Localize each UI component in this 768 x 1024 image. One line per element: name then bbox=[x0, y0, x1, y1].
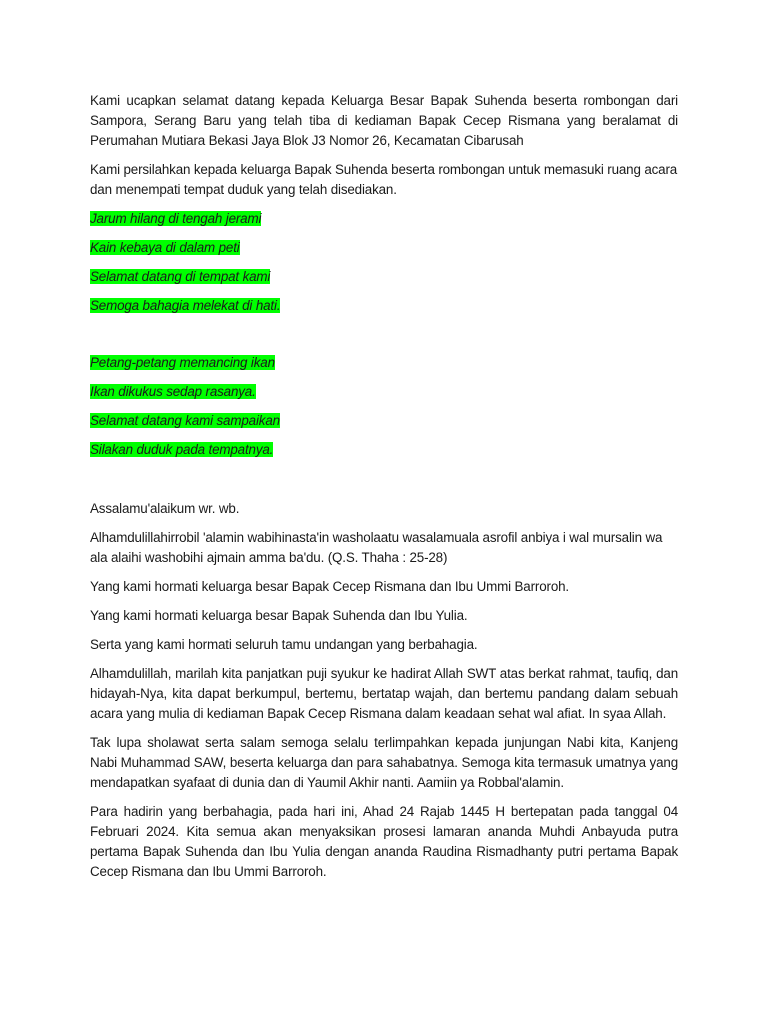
pantun-line bbox=[90, 267, 678, 287]
body-paragraph: Tak lupa sholawat serta salam semoga selalu terlimpahkan kepada junjungan Nabi kita, Kanjeng Nabi Muhammad SAW, beserta keluarga dan para sahabatnya. Semoga kita termasuk umatnya yang mendapatkan syafaat di dunia dan di Yaumil Akhir nanti. Aamiin ya Robbal'alamin. bbox=[90, 735, 678, 790]
pantun-line bbox=[90, 411, 678, 431]
body-paragraph: Serta yang kami hormati seluruh tamu undangan yang berbahagia. bbox=[90, 637, 478, 652]
pantun-line bbox=[90, 440, 678, 460]
highlighted-text: Jarum hilang di tengah jerami bbox=[90, 211, 262, 226]
body-paragraph: Alhamdulillah, marilah kita panjatkan puji syukur ke hadirat Allah SWT atas berkat rahmat, taufiq, dan hidayah-Nya, kita dapat berkumpul, bertemu, bertatap wajah, dan bertemu pandang dalam sebuah acara yang mulia di kediaman Bapak Cecep Rismana dalam keadaan sehat wal afiat. In syaa Allah. bbox=[90, 666, 678, 721]
greeting: Assalamu'alaikum wr. wb. bbox=[90, 501, 240, 516]
highlighted-text: Ikan dikukus sedap rasanya. bbox=[90, 384, 256, 399]
pantun-line bbox=[90, 353, 678, 373]
highlighted-text: Selamat datang kami sampaikan bbox=[90, 413, 280, 428]
body-paragraph: Para hadirin yang berbahagia, pada hari ini, Ahad 24 Rajab 1445 H bertepatan pada tanggal 04 Februari 2024. Kita semua akan menyaksikan prosesi lamaran ananda Muhdi Anbayuda putra pertama Bapak Suhenda dan Ibu Yulia dengan ananda Raudina Rismadhanty putri pertama Bapak Cecep Rismana dan Ibu Ummi Barroroh. bbox=[90, 804, 678, 879]
body-paragraph: Alhamdulillahirrobil 'alamin wabihinasta'in washolaatu wasalamuala asrofil anbiya i wal mursalin wa ala alaihi washobihi ajmain amma ba'du. (Q.S. Thaha : 25-28) bbox=[90, 530, 663, 565]
highlighted-text: Silakan duduk pada tempatnya. bbox=[90, 442, 274, 457]
highlighted-text: Semoga bahagia melekat di hati. bbox=[90, 298, 281, 313]
document-page bbox=[90, 91, 678, 891]
highlighted-text: Selamat datang di tempat kami bbox=[90, 269, 271, 284]
welcome-paragraph: Kami ucapkan selamat datang kepada Keluarga Besar Bapak Suhenda beserta rombongan dari Sampora, Serang Baru yang telah tiba di kediaman Bapak Cecep Rismana yang beralamat di Perumahan Mutiara Bekasi Jaya Blok J3 Nomor 26, Kecamatan Cibarusah bbox=[90, 93, 678, 148]
pantun-line bbox=[90, 209, 678, 229]
body-paragraph: Yang kami hormati keluarga besar Bapak Suhenda dan Ibu Yulia. bbox=[90, 608, 468, 623]
blank-line bbox=[90, 325, 678, 353]
pantun-line bbox=[90, 382, 678, 402]
pantun-line bbox=[90, 296, 678, 316]
welcome-paragraph: Kami persilahkan kepada keluarga Bapak Suhenda beserta rombongan untuk memasuki ruang acara dan menempati tempat duduk yang telah disediakan. bbox=[90, 162, 678, 197]
blank-line bbox=[90, 469, 678, 499]
body-paragraph: Yang kami hormati keluarga besar Bapak Cecep Rismana dan Ibu Ummi Barroroh. bbox=[90, 579, 569, 594]
pantun-line bbox=[90, 238, 678, 258]
highlighted-text: Kain kebaya di dalam peti bbox=[90, 240, 240, 255]
highlighted-text: Petang-petang memancing ikan bbox=[90, 355, 275, 370]
